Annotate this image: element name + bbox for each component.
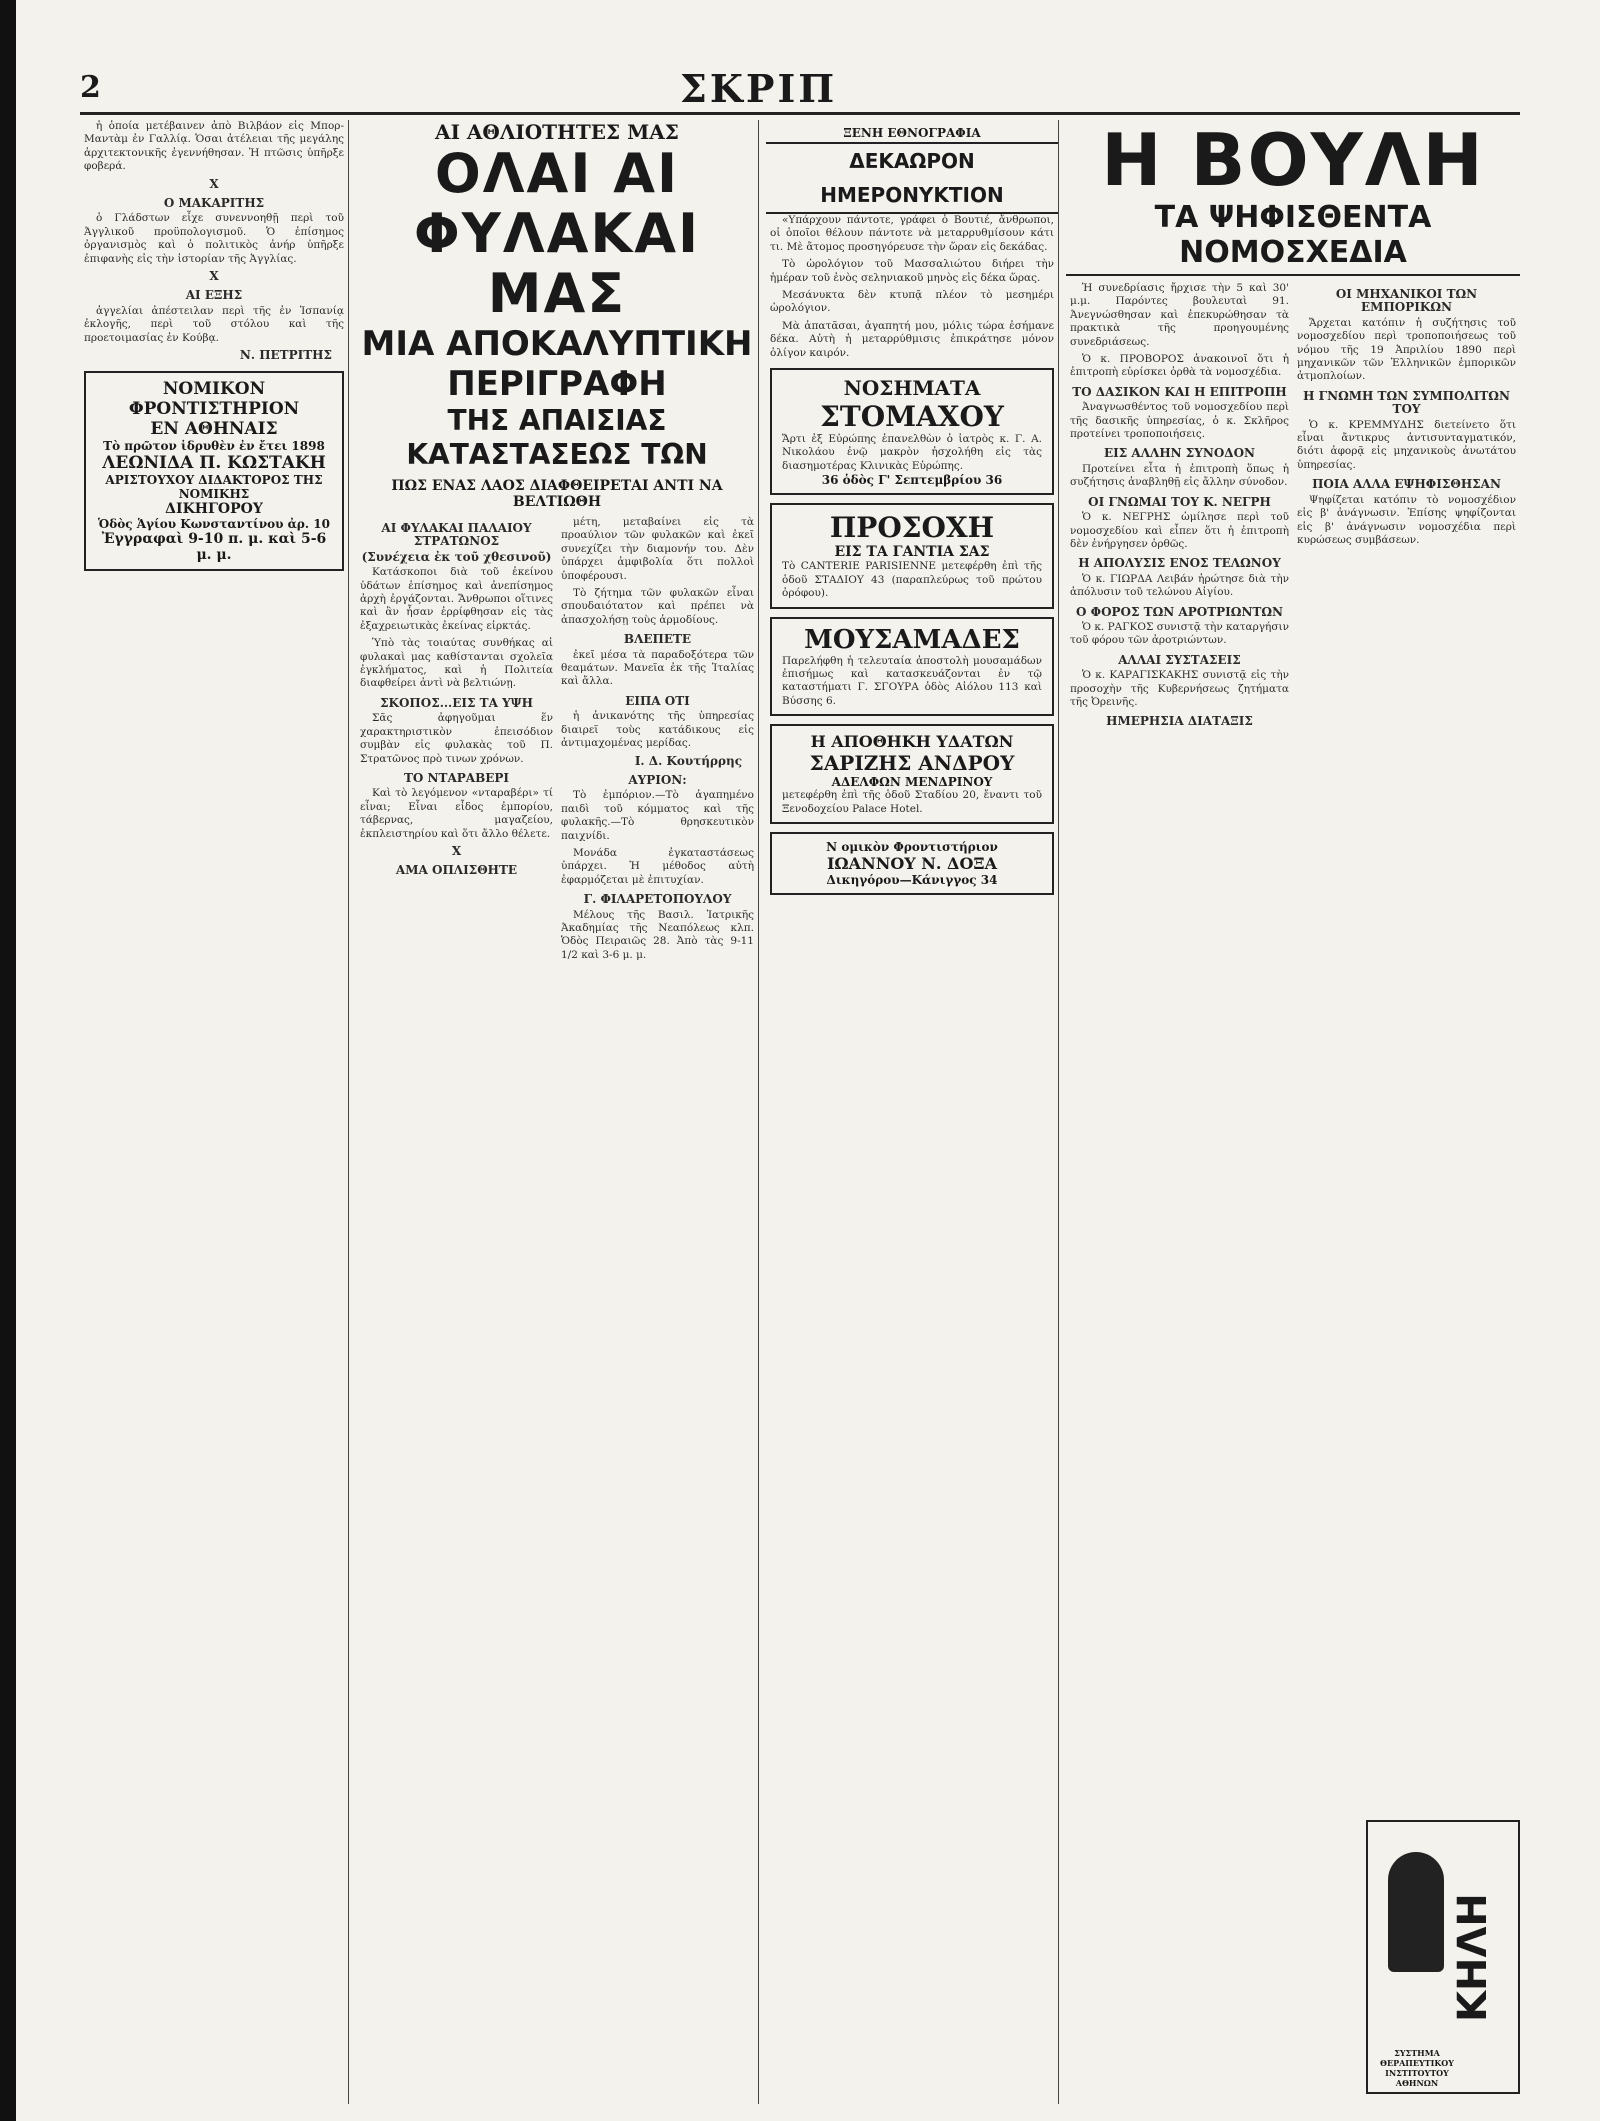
col1-ad-role: ΔΙΚΗΓΟΡΟΥ bbox=[165, 500, 263, 517]
col3-ad1-l2: ΣΤΟΜΑΧΟΥ bbox=[820, 400, 1004, 434]
col4-r3-text: Ψηφίζεται κατόπιν τὸ νομοσχέδιον εἰς β' ἀνάγνωσιν. Ἐπίσης ψηφίζονται εἰς β' ἀνάγνωσιν νομοσχέδια περὶ κυρώσεως συμβάσεων. bbox=[1297, 493, 1516, 546]
col4-s1-title: ΤΟ ΔΑΣΙΚΟΝ ΚΑΙ Η ΕΠΙΤΡΟΠΗ bbox=[1072, 384, 1287, 399]
col4-r1-title: ΟΙ ΜΗΧΑΝΙΚΟΙ ΤΩΝ ΕΜΠΟΡΙΚΩΝ bbox=[1335, 287, 1478, 315]
col2-sec2-title: ΤΟ ΝΤΑΡΑΒΕΡΙ bbox=[403, 770, 510, 785]
col1-ad-desc: ΑΡΙΣΤΟΥΧΟΥ ΔΙΔΑΚΤΟΡΟΣ ΤΗΣ ΝΟΜΙΚΗΣ bbox=[105, 472, 323, 501]
col3-ad1-text: Ἄρτι ἐξ Εὐρώπης ἐπανελθὼν ὁ ἰατρὸς κ. Γ. Α. Νικολάου ἐνῷ μακρὸν ἠσχολήθη εἰς τὰς διασημοτέρας Κλινικὰς Εὐρώπης. bbox=[782, 433, 1042, 472]
col4-s3-text: Ὁ κ. ΝΕΓΡΗΣ ὡμίλησε περὶ τοῦ νομοσχεδίου καὶ εἶπεν ὅτι ἡ ἐπιτροπὴ δὲν ἐνήργησεν ὀρθῶς. bbox=[1070, 511, 1289, 550]
col2-sec5-text: Τὸ ἐμπόριον.—Τὸ ἀγαπημένο παιδὶ τοῦ κόμματος καὶ τῆς φυλακῆς.—Τὸ θρησκευτικὸν παιχνίδι. bbox=[561, 789, 754, 842]
col3-ad3-text: Παρελήφθη ἡ τελευταία ἀποστολὴ μουσαμάδων ἐπισήμως καὶ κατασκευάζονται ἐν τῷ καταστήματι Γ. ΣΓΟΥΡΑ ὁδὸς Αἰόλου 113 καὶ Βύσσης 6. bbox=[782, 654, 1042, 707]
col4-body bbox=[1066, 282, 1520, 731]
col3-ad5-text: Δικηγόρου—Κάνιγγος 34 bbox=[826, 872, 998, 887]
col2-sec1-text: Σᾶς ἀφηγοῦμαι ἕν χαρακτηριστικὸν ἐπεισόδιον συμβὰν εἰς φυλακὰς τοῦ Π. Στρατῶνος πρὸ τινων χρόνων. bbox=[360, 712, 553, 765]
col4-right bbox=[1297, 282, 1516, 731]
page-number: 2 bbox=[80, 70, 101, 105]
col4-r2-text: Ὁ κ. ΚΡΕΜΜΥΔΗΣ διετείνετο ὅτι εἶναι ἄντικρυς ἀντισυνταγματικόν, διότι ἀφορᾷ εἰς μηχανικοὺς ἀνωτάτου ὑπηρεσίας. bbox=[1297, 418, 1516, 471]
col3-ad2-l2: ΕΙΣ ΤΑ ΓΑΝΤΙΑ ΣΑΣ bbox=[834, 544, 990, 561]
col1-paragraph-1: ὁ Γλάδστων εἶχε συνεννοηθῇ περὶ τοῦ Ἀγγλικοῦ προϋπολογισμοῦ. Ὁ ἐπίσημος ὀργανισμὸς καὶ ὁ πολιτικὸς ἀνήρ ὑπῆρξε ἐπιφανὴς εἰς τὴν ἱστορίαν τῆς Ἀγγλίας. bbox=[84, 212, 344, 265]
col2-sec3-text: ἐκεῖ μέσα τὰ παραδοξότερα τῶν θεαμάτων. Μανεῖα ἐκ τῆς Ἰταλίας καὶ ἄλλα. bbox=[561, 648, 754, 688]
col2-sec6-title: ΑΜΑ ΟΠΛΙΣΘΗΤΕ bbox=[395, 863, 518, 878]
col2-left-p1: Κατάσκοποι διὰ τοῦ ἐκείνου ὑδάτων ἐπίσημος καὶ ἀνεπίσημος ἀρχὴ ἐργάζονται. Ἄνθρωποι οἵτινες καὶ ἂν ἦσαν ἐρρίφθησαν εἰς τὰς ἐξαχρειωτικὰς ἐκείνας εἱρκτάς. bbox=[360, 566, 553, 632]
col4-s7-title: ΗΜΕΡΗΣΙΑ ΔΙΑΤΑΞΙΣ bbox=[1106, 714, 1253, 729]
col4-s2-title: ΕΙΣ ΑΛΛΗΝ ΣΥΝΟΔΟΝ bbox=[1103, 446, 1256, 461]
col2-body bbox=[356, 516, 758, 966]
col3-ad-water bbox=[770, 724, 1054, 824]
col4-s5-text: Ὁ κ. ΡΑΓΚΟΣ συνιστᾷ τὴν καταργήσιν τοῦ φόρου τῶν ἀροτριώντων. bbox=[1070, 620, 1289, 647]
col3-ad-gloves bbox=[770, 503, 1054, 608]
col4-s4-title: Η ΑΠΟΛΥΣΙΣ ΕΝΟΣ ΤΕΛΩΝΟΥ bbox=[1078, 556, 1281, 571]
col3-ad5-l2: ΙΩΑΝΝΟΥ Ν. ΔΟΞΑ bbox=[826, 853, 998, 873]
col3-ad3-l1: ΜΟΥΣΑΜΑΔΕΣ bbox=[804, 624, 1020, 655]
col4-s1-text: Ἀναγνωσθέντος τοῦ νομοσχεδίου περὶ τῆς δασικῆς ὑπηρεσίας, ὁ κ. Σκλῆρος προτείνει τροποποιήσεις. bbox=[1070, 401, 1289, 441]
col3-ad4-l1: Η ΑΠΟΘΗΚΗ ΥΔΑΤΩΝ bbox=[810, 732, 1014, 752]
col3-kicker: ΞΕΝΗ ΕΘΝΟΓΡΑΦΙΑ bbox=[843, 126, 981, 140]
col2-left-p2: Ὑπὸ τὰς τοιαύτας συνθήκας αἱ φυλακαὶ μας καθίστανται σχολεῖα ἐγκλήματος, καὶ ἡ Πολιτεία διαφθείρει ἀντὶ νὰ βελτιώνῃ. bbox=[360, 637, 553, 690]
col4-ad-caption: ΣΥΣΤΗΜΑ ΘΕΡΑΠΕΥΤΙΚΟΥ ΙΝΣΤΙΤΟΥΤΟΥ ΑΘΗΝΩΝ bbox=[1380, 2048, 1454, 2088]
figure-illustration bbox=[1388, 1852, 1444, 1972]
col2-signature: Ι. Δ. Κουτήρρης bbox=[634, 753, 742, 768]
col2-sec4-title: ΕΙΠΑ ΟΤΙ bbox=[625, 693, 690, 708]
col3-p4: Μὰ ἀπατᾶσαι, ἀγαπητή μου, μόλις τώρα ἐσήμανε δέκα. Αὐτὴ ἡ μεταρρύθμισις ἐπικράτησε μόνον ὀλίγον καιρόν. bbox=[770, 319, 1054, 359]
col3-title: ΔΕΚΑΩΡΟΝ ΗΜΕΡΟΝΥΚΤΙΟΝ bbox=[766, 142, 1058, 214]
col4-s5-title: Ο ΦΟΡΟΣ ΤΩΝ ΑΡΟΤΡΙΩΝΤΩΝ bbox=[1075, 604, 1284, 619]
col3-ad-stomach bbox=[770, 368, 1054, 495]
col3-p3: Μεσάνυκτα δὲν κτυπᾷ πλέον τὸ μεσημέρι ὡρολόγιον. bbox=[770, 289, 1054, 315]
col1-ad bbox=[84, 371, 344, 571]
col1-heading-2: ΑΙ ΕΞΗΣ bbox=[185, 288, 243, 303]
col1-ad-name: ΛΕΩΝΙΔΑ Π. ΚΩΣΤΑΚΗ bbox=[102, 452, 326, 473]
col4-s3-title: ΟΙ ΓΝΩΜΑΙ ΤΟΥ Κ. ΝΕΓΡΗ bbox=[1088, 494, 1271, 509]
col1-ad-title: ΝΟΜΙΚΟΝ ΦΡΟΝΤΙΣΤΗΡΙΟΝ bbox=[128, 378, 300, 419]
col1-heading-1: Ο ΜΑΚΑΡΙΤΗΣ bbox=[163, 196, 265, 211]
col2-headline: ΟΛΑΙ ΑΙ ΦΥΛΑΚΑΙ ΜΑΣ bbox=[413, 142, 701, 325]
col4-r3-title: ΠΟΙΑ ΑΛΛΑ ΕΨΗΦΙΣΘΗΣΑΝ bbox=[1312, 477, 1501, 492]
col4-p2: Ὁ κ. ΠΡΟΒΟΡΟΣ ἀνακοινοῖ ὅτι ἡ ἐπιτροπὴ εὑρίσκει ὀρθὰ τὰ νομοσχέδια. bbox=[1070, 353, 1289, 379]
col4-s6-text: Ὁ κ. ΚΑΡΑΓΙΣΚΑΚΗΣ συνιστᾷ εἰς τὴν προσοχὴν τῆς Κυβερνήσεως ζητήματα τῆς Ὀρεινῆς. bbox=[1070, 669, 1289, 708]
col3-ad-law bbox=[770, 832, 1054, 895]
col4-title: Η ΒΟΥΛΗ bbox=[1101, 120, 1485, 202]
col3-ad4-text: μετεφέρθη ἐπὶ τῆς ὁδοῦ Σταδίου 20, ἔναντι τοῦ Ξενοδοχείου Palace Hotel. bbox=[782, 789, 1042, 815]
col4-p1: Ἡ συνεδρίασις ἤρχισε τὴν 5 καὶ 30' μ.μ. Παρόντες βουλευταὶ 91. Ἀνεγνώσθησαν καὶ ἐπεκυρώθησαν τὰ πρακτικὰ τῆς προηγουμένης συνεδριάσεως. bbox=[1070, 282, 1289, 348]
col3-ad1-l1: ΝΟΣΗΜΑΤΑ bbox=[843, 376, 981, 401]
col1-text: ἡ ὁποία μετέβαινεν ἀπὸ Βιλβάον εἰς Μπορ-Μαντὰμ ἐν Γαλλίᾳ. Ὁσαι ἀτέλειαι τῆς μεγάλης ἀρχιτεκτονικῆς ἐγεννήθησαν. Ἡ πτῶσις ὑπῆρξε φοβερά. X Ο ΜΑΚΑΡΙΤΗΣ ὁ Γλάδστων εἶχε συνεννοηθῇ περὶ τοῦ Ἀγγλικοῦ προϋπολογισμοῦ. Ὁ ἐπίσημος ὀργανισμὸς καὶ ὁ πολιτικὸς ἀνήρ ὑπῆρξε ἐπιφανὴς εἰς τὴν ἱστορίαν τῆς Ἀγγλίας. X ΑΙ ΕΞΗΣ ἀγγελίαι ἀπέστειλαν περὶ τῆς ἐν Ἱσπανίᾳ ἐκλογῆς, περὶ τοῦ στόλου καὶ τῆς προετοιμασίας ἐν Κούβᾳ. Ν. ΠΕΤΡΙΤΗΣ bbox=[84, 120, 344, 363]
col3-ad5-l1: Ν ομικὸν Φροντιστήριον bbox=[826, 839, 998, 854]
paper-name: ΣΚΡΙΠ bbox=[680, 66, 838, 111]
col3-ad4-l3: ΑΔΕΛΦΩΝ ΜΕΝΔΡΙΝΟΥ bbox=[831, 775, 993, 790]
col2-heading-3: ΤΗΣ ΑΠΑΙΣΙΑΣ ΚΑΤΑΣΤΑΣΕΩΣ ΤΩΝ bbox=[406, 404, 708, 471]
col2-heading-4: ΠΩΣ ΕΝΑΣ ΛΑΟΣ ΔΙΑΦΘΕΙΡΕΤΑΙ ΑΝΤΙ ΝΑ ΒΕΛΤΙΩΘΗ bbox=[391, 478, 723, 510]
col2-left: ΑΙ ΦΥΛΑΚΑΙ ΠΑΛΑΙΟΥ ΣΤΡΑΤΩΝΟΣ (Συνέχεια ἐκ τοῦ χθεσινοῦ) Κατάσκοποι διὰ τοῦ ἐκείνου ὑδάτων ἐπίσημος καὶ ἀνεπίσημος ἀρχὴ ἐργάζονται. Ἄνθρωποι οἵτινες καὶ ἂν ἦσαν ἐρρίφθησαν εἰς τὰς ἐξαχρειωτικὰς ἐκείνας εἱρκτάς. Ὑπὸ τὰς τοιαύτας συνθήκας αἱ φυλακαὶ μας καθίστανται σχολεῖα ἐγκλήματος, καὶ ἡ Πολιτεία διαφθείρει ἀντὶ νὰ βελτιώνῃ. ΣΚΟΠΟΣ...ΕΙΣ ΤΑ ΥΨΗ Σᾶς ἀφηγοῦμαι ἕν χαρακτηριστικὸν ἐπεισόδιον συμβὰν εἰς φυλακὰς τοῦ Π. Στρατῶνος πρὸ τινων χρόνων. ΤΟ ΝΤΑΡΑΒΕΡΙ Καὶ τὸ λεγόμενον «νταραβέρι» τί εἶναι; Εἶναι εἶδος ἐμπορίου, τάβερνας, μαγαζείου, ἐκπλειστηρίου καὶ ὅτι ἄλλο θέλετε. X ΑΜΑ ΟΠΛΙΣΘΗΤΕ bbox=[360, 521, 553, 878]
col3-ad2-l1: ΠΡΟΣΟΧΗ bbox=[829, 511, 995, 545]
col2-sec1-title: ΣΚΟΠΟΣ...ΕΙΣ ΤΑ ΥΨΗ bbox=[380, 695, 533, 710]
col1-ad-address: Ὁδὸς Ἁγίου Κωνσταντίνου ἀρ. 10 bbox=[98, 516, 330, 531]
col2-sec4-text: ἡ ἀνικανότης τῆς ὑπηρεσίας διαιρεῖ τοὺς κατάδικους εἰς ἀντιμαχομένας μερίδας. bbox=[561, 710, 754, 750]
col2-ad-text: Μονάδα ἐγκαταστάσεως ὑπάρχει. Ἡ μέθοδος αὐτὴ ἐφαρμόζεται μὲ ἐπιτυχίαν. bbox=[561, 846, 754, 886]
col1-paragraph-2: ἀγγελίαι ἀπέστειλαν περὶ τῆς ἐν Ἱσπανίᾳ ἐκλογῆς, περὶ τοῦ στόλου καὶ τῆς προετοιμασίας ἐν Κούβᾳ. bbox=[84, 304, 344, 344]
col1-signature: Ν. ΠΕΤΡΙΤΗΣ bbox=[239, 348, 332, 363]
col4-s6-title: ΑΛΛΑΙ ΣΥΣΤΑΣΕΙΣ bbox=[1118, 652, 1241, 667]
col2-right bbox=[561, 516, 754, 966]
col2-left-note: (Συνέχεια ἐκ τοῦ χθεσινοῦ) bbox=[361, 549, 552, 564]
col2-ad-detail: Μέλους τῆς Βασιλ. Ἰατρικῆς Ἀκαδημίας τῆς Νεαπόλεως κλπ. Ὁδὸς Πειραιῶς 28. Ἀπὸ τὰς 9-11 1/2 καὶ 3-6 μ. μ. bbox=[561, 908, 754, 961]
col3-text bbox=[766, 214, 1058, 360]
column-3 bbox=[766, 120, 1059, 2104]
masthead bbox=[80, 64, 1520, 115]
col4-s4-text: Ὁ κ. ΓΙΩΡΔΑ Λειβάν ἠρώτησε διὰ τὴν ἀπόλυσιν τοῦ τελώνου Αἰγίου. bbox=[1070, 572, 1289, 599]
col3-p2: Τὸ ὡρολόγιον τοῦ Μασσαλιώτου διήρει τὴν ἡμέραν τοῦ ἐνὸς σεληνιακοῦ μηνὸς εἰς δέκα ὥρας. bbox=[770, 258, 1054, 284]
col2-right-p1: μέτη, μεταβαίνει εἰς τὰ προαύλιον τῶν φυλακῶν καὶ ἐκεῖ συνεχίζει τὴν διαμονήν του. Δὲν ὑπάρχει ἀμφιβολία ὅτι πολλοὶ ὑποφέρουσι. bbox=[561, 516, 754, 582]
col2-kicker: ΑΙ ΑΘΛΙΟΤΗΤΕΣ ΜΑΣ bbox=[435, 120, 679, 144]
col3-ad2-text: Τὸ CANTERIE PARISIENNE μετεφέρθη ἐπὶ τῆς ὁδοῦ ΣΤΑΔΙΟΥ 43 (παραπλεύρως τοῦ πρώτου ὀρόφου). bbox=[782, 560, 1042, 600]
col2-left-title: ΑΙ ΦΥΛΑΚΑΙ ΠΑΛΑΙΟΥ ΣΤΡΑΤΩΝΟΣ bbox=[381, 521, 532, 549]
col2-sec2-text: Καὶ τὸ λεγόμενον «νταραβέρι» τί εἶναι; Εἶναι εἶδος ἐμπορίου, τάβερνας, μαγαζείου, ἐκπλειστηρίου καὶ ὅτι ἄλλο θέλετε. bbox=[360, 787, 553, 840]
newspaper-page bbox=[80, 64, 1520, 2104]
scan-edge bbox=[0, 0, 16, 2121]
col4-left bbox=[1070, 282, 1289, 731]
col4-s2-text: Προτείνει εἶτα ἡ ἐπιτροπὴ ὅπως ἡ συζήτησις ἀναβληθῇ εἰς ἄλλην σύνοδον. bbox=[1070, 462, 1289, 489]
col4-ad-kili bbox=[1366, 1820, 1520, 2094]
col2-right-p2: Τὸ ζήτημα τῶν φυλακῶν εἶναι σπουδαιότατον καὶ πρέπει νὰ ἀπασχολήσῃ τοὺς ἀρμοδίους. bbox=[561, 587, 754, 626]
col2-heading-2: ΜΙΑ ΑΠΟΚΑΛΥΠΤΙΚΗ ΠΕΡΙΓΡΑΦΗ bbox=[361, 324, 753, 404]
col1-intro: ἡ ὁποία μετέβαινεν ἀπὸ Βιλβάον εἰς Μπορ-Μαντὰμ ἐν Γαλλίᾳ. Ὁσαι ἀτέλειαι τῆς μεγάλης ἀρχιτεκτονικῆς ἐγεννήθησαν. Ἡ πτῶσις ὑπῆρξε φοβερά. bbox=[84, 120, 344, 173]
col2-ad-name: Γ. ΦΙΛΑΡΕΤΟΠΟΥΛΟΥ bbox=[583, 892, 732, 907]
column-1 bbox=[80, 120, 349, 2104]
col1-ad-hours: Ἐγγραφαὶ 9-10 π. μ. καὶ 5-6 μ. μ. bbox=[101, 530, 327, 563]
col3-ad4-l2: ΣΑΡΙΖΗΣ ΑΝΔΡΟΥ bbox=[809, 751, 1015, 776]
col3-p1: «Υπάρχουν πάντοτε, γράφει ὁ Βουτιέ, ἄνθρωποι, οἱ ὁποῖοι θέλουν πάντοτε νὰ μεταρρυθμίσουν κάτι τι. Μὲ ἄτομος προσηγόρευσε τὴν ὥραν εἰς δεκάδας. bbox=[770, 214, 1054, 253]
col4-subtitle: ΤΑ ΨΗΦΙΣΘΕΝΤΑ ΝΟΜΟΣΧΕΔΙΑ bbox=[1066, 200, 1520, 276]
col1-ad-sub: ΕΝ ΑΘΗΝΑΙΣ bbox=[150, 418, 278, 439]
column-4 bbox=[1066, 120, 1520, 2104]
col4-r2-title: Η ΓΝΩΜΗ ΤΩΝ ΣΥΜΠΟΛΙΤΩΝ ΤΟΥ bbox=[1303, 388, 1510, 417]
col3-ad1-date: 36 ὁδὸς Γ' Σεπτεμβρίου 36 bbox=[821, 473, 1003, 488]
col2-sec3-title: ΒΛΕΠΕΤΕ bbox=[623, 632, 692, 647]
col4-r1-text: Ἄρχεται κατόπιν ἡ συζήτησις τοῦ νομοσχεδίου περὶ τροποποιήσεως τοῦ νόμου τῆς 19 Ἀπριλίου 1890 περὶ μηχανικῶν τῶν Ἑλληνικῶν ἐμπορικῶν ἀτμοπλοίων. bbox=[1297, 316, 1516, 383]
col1-ad-year: Τὸ πρῶτον ἱδρυθὲν ἐν ἔτει 1898 bbox=[103, 438, 325, 453]
col4-ad-word: ΚΗΛΗ bbox=[1450, 1893, 1496, 2022]
col3-ad-mousamades bbox=[770, 617, 1054, 717]
col2-sec5-title: ΑΥΡΙΟΝ: bbox=[628, 772, 687, 787]
column-2 bbox=[356, 120, 759, 2104]
